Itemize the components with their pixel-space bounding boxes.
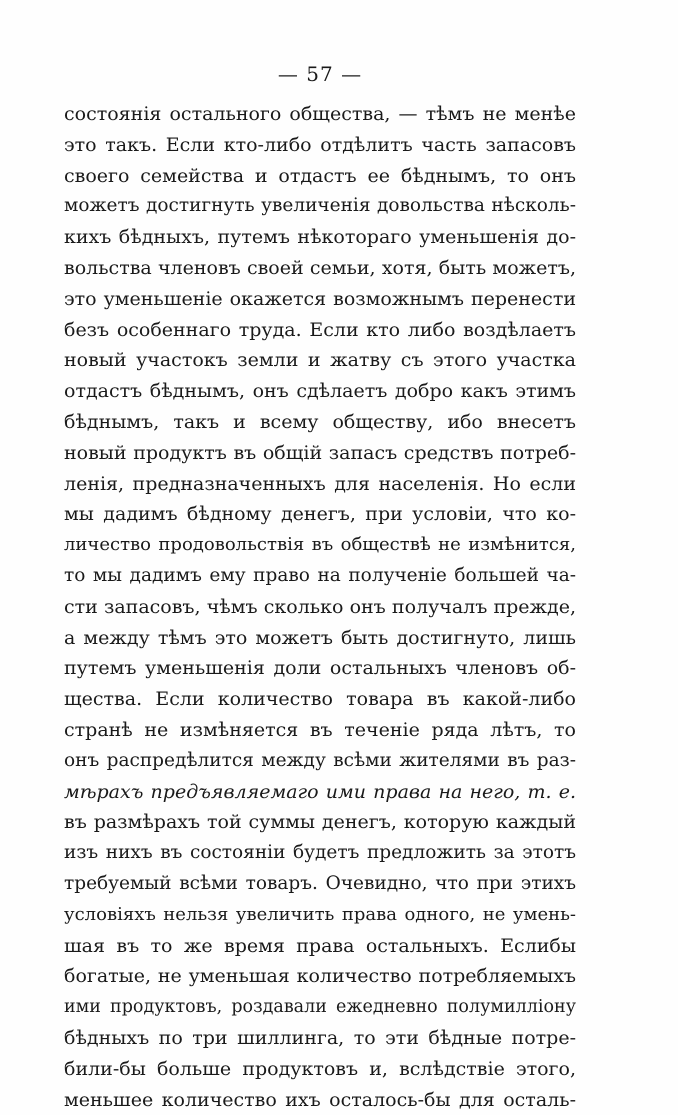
text-line: это уменьшеніе окажется возможнымъ перенести — [64, 284, 576, 315]
text-line: личество продовольствія въ обществѣ не измѣнится, — [64, 530, 576, 561]
text-line: мы дадимъ бѣдному денегъ, при условіи, что ко- — [64, 499, 576, 530]
text-line: кихъ бѣдныхъ, путемъ нѣкотораго уменьшенія до- — [64, 222, 576, 253]
text-line-italic: мѣрахъ предъявляемаго ими права на него, т. е. — [64, 777, 576, 808]
text-line: условіяхъ нельзя увеличить права одного, не умень- — [64, 900, 576, 931]
text-line: шая въ то же время права остальныхъ. Еслибы — [64, 931, 576, 962]
text-line: ими продуктовъ, роздавали ежедневно полумилліону — [64, 992, 576, 1023]
text-line: бѣднымъ, такъ и всему обществу, ибо внесетъ — [64, 407, 576, 438]
text-line: отдастъ бѣднымъ, онъ сдѣлаетъ добро какъ этимъ — [64, 376, 576, 407]
body-text — [64, 99, 576, 1115]
page-number: — 57 — — [0, 62, 640, 86]
text-line: можетъ достигнуть увеличенія довольства нѣсколь- — [64, 191, 576, 222]
text-line: въ размѣрахъ той суммы денегъ, которую каждый — [64, 807, 576, 838]
text-line: новый продуктъ въ общій запасъ средствъ потреб- — [64, 438, 576, 469]
text-line: бѣдныхъ по три шиллинга, то эти бѣдные потре- — [64, 1023, 576, 1054]
text-line: онъ распредѣлится между всѣми жителями въ раз- — [64, 746, 576, 777]
text-line: изъ нихъ въ состояніи будетъ предложить за этотъ — [64, 838, 576, 869]
text-line: новый участокъ земли и жатву съ этого участка — [64, 345, 576, 376]
text-line: это такъ. Если кто-либо отдѣлитъ часть запасовъ — [64, 130, 576, 161]
text-line: богатые, не уменьшая количество потребляемыхъ — [64, 961, 576, 992]
text-line: своего семейства и отдастъ ее бѣднымъ, то онъ — [64, 161, 576, 192]
text-line: состоянія остального общества, — тѣмъ не менѣе — [64, 99, 576, 130]
text-line: безъ особеннаго труда. Если кто либо воздѣлаетъ — [64, 315, 576, 346]
text-line: били-бы больше продуктовъ и, вслѣдствіе этого, — [64, 1054, 576, 1085]
text-line: вольства членовъ своей семьи, хотя, быть можетъ, — [64, 253, 576, 284]
text-line: требуемый всѣми товаръ. Очевидно, что при этихъ — [64, 869, 576, 900]
text-line: то мы дадимъ ему право на полученіе большей ча- — [64, 561, 576, 592]
text-line: меньшее количество ихъ осталось-бы для осталь- — [64, 1085, 576, 1115]
text-line: путемъ уменьшенія доли остальныхъ членовъ об- — [64, 653, 576, 684]
text-line: ленія, предназначенныхъ для населенія. Но если — [64, 469, 576, 500]
text-line: а между тѣмъ это можетъ быть достигнуто, лишь — [64, 623, 576, 654]
text-line: сти запасовъ, чѣмъ сколько онъ получалъ прежде, — [64, 592, 576, 623]
text-line: странѣ не измѣняется въ теченіе ряда лѣтъ, то — [64, 715, 576, 746]
text-line: щества. Если количество товара въ какой-либо — [64, 684, 576, 715]
